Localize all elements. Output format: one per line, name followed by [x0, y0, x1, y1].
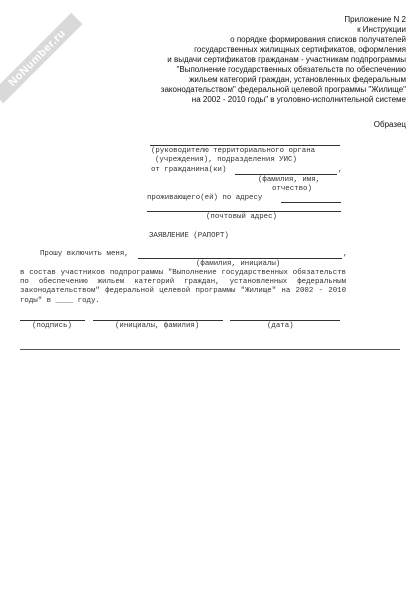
- document-header: [106, 15, 406, 105]
- postal-address-rule: [147, 211, 341, 212]
- header-line: государственных жилищных сертификатов, оформления: [194, 45, 406, 54]
- header-line: и выдачи сертификатов гражданам - участникам подпрограммы: [167, 55, 406, 64]
- from-label: от гражданина(ки): [151, 166, 227, 174]
- address-rule: [281, 202, 341, 203]
- initials-label: (инициалы, фамилия): [115, 322, 200, 330]
- sample-label: Образец: [373, 120, 406, 129]
- date-label: (дата): [267, 322, 294, 330]
- initials-rule: [93, 320, 223, 321]
- request-comma: ,: [343, 250, 348, 258]
- request-text: Прошу включить меня,: [40, 250, 129, 258]
- statement-body: в состав участников подпрограммы "Выполнение государственных обязательств по обеспечению жильем категорий граждан, установленных федеральным законодательством" федеральной целевой программы "Жилище" на 2002 - 2010 годы" в ____ году.: [20, 269, 346, 305]
- postal-address-label: (почтовый адрес): [206, 213, 277, 221]
- addressee-rule-top: [150, 145, 340, 146]
- date-rule: [230, 320, 340, 321]
- header-line: о порядке формирования списков получателей: [230, 35, 406, 44]
- fio-label-line2: отчество): [272, 185, 312, 193]
- appendix-title: Приложение N 2: [344, 15, 406, 24]
- watermark: NoNumber.ru: [0, 13, 83, 104]
- request-name-rule: [138, 258, 342, 259]
- header-line: жильем категорий граждан, установленных федеральным: [189, 75, 406, 84]
- header-line: "Выполнение государственных обязательств по обеспечению: [176, 65, 406, 74]
- header-line: законодательством" федеральной целевой программы "Жилище": [160, 85, 406, 94]
- fio-label-line1: (фамилия, имя,: [258, 176, 321, 184]
- address-label: проживающего(ей) по адресу: [147, 194, 263, 202]
- fio-initials-label: (фамилия, инициалы): [196, 260, 281, 268]
- signature-label: (подпись): [32, 322, 72, 330]
- addressee-label-line2: (учреждения), подразделения УИС): [155, 156, 297, 164]
- document-end-rule: [20, 349, 400, 350]
- from-name-rule: [235, 174, 337, 175]
- header-line: к Инструкции: [357, 25, 406, 34]
- header-line: на 2002 - 2010 годы" в уголовно-исполнительной системе: [191, 95, 406, 104]
- addressee-label-line1: (руководителю территориального органа: [151, 147, 316, 155]
- signature-rule: [20, 320, 85, 321]
- from-comma: ,: [338, 166, 343, 174]
- statement-title: ЗАЯВЛЕНИЕ (РАПОРТ): [149, 232, 229, 240]
